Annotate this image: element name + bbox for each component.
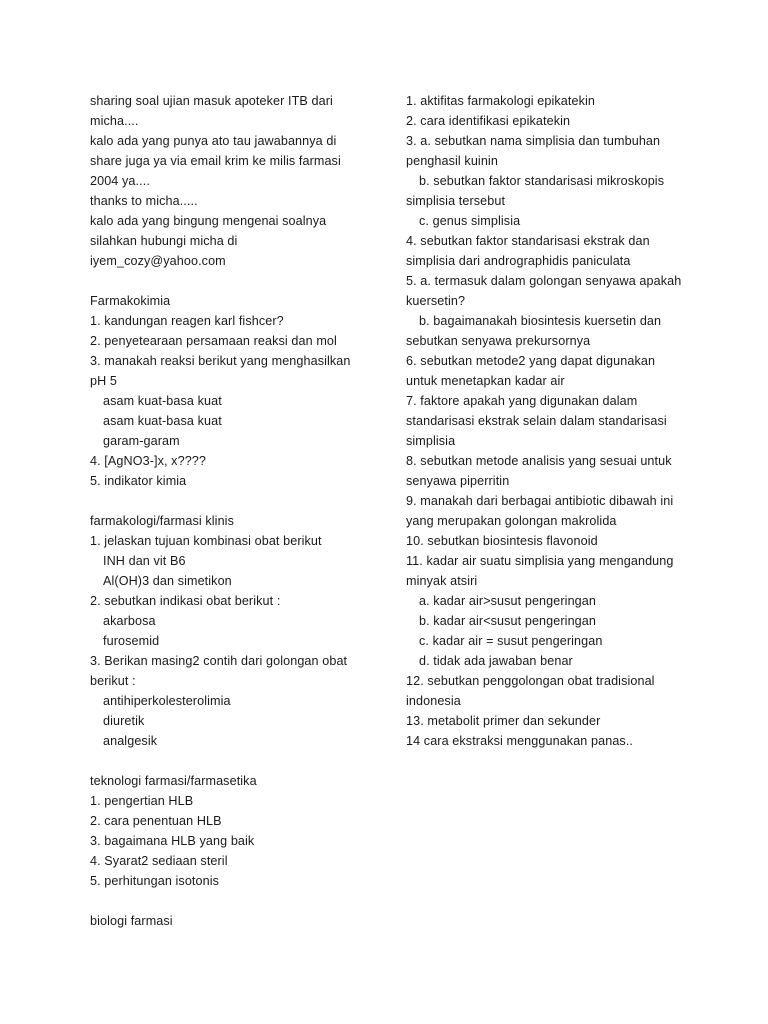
left-text-line: teknologi farmasi/farmasetika xyxy=(90,774,257,788)
right-text-line: minyak atsiri xyxy=(406,574,478,588)
left-text-line: pH 5 xyxy=(90,374,118,388)
left-text-line: kalo ada yang punya ato tau jawabannya di xyxy=(90,134,337,148)
right-text-line: 11. kadar air suatu simplisia yang mengandung xyxy=(406,554,674,568)
right-text-line: 3. a. sebutkan nama simplisia dan tumbuhan xyxy=(406,134,661,148)
left-text-line: farmakologi/farmasi klinis xyxy=(90,514,234,528)
left-text-line: 3. manakah reaksi berikut yang menghasilkan xyxy=(90,354,351,368)
left-text-line: 5. perhitungan isotonis xyxy=(90,874,220,888)
left-text-line: analgesik xyxy=(103,734,158,748)
right-text-line: 1. aktifitas farmakologi epikatekin xyxy=(406,94,595,108)
right-text-column xyxy=(406,91,706,751)
right-text-line: simplisia xyxy=(406,434,456,448)
left-text-line: 3. Berikan masing2 contih dari golongan obat xyxy=(90,654,348,668)
right-text-line: 5. a. termasuk dalam golongan senyawa apakah xyxy=(406,274,682,288)
right-text-line: yang merupakan golongan makrolida xyxy=(406,514,617,528)
left-text-line: iyem_cozy@yahoo.com xyxy=(90,254,226,268)
left-text-line: 5. indikator kimia xyxy=(90,474,187,488)
left-text-line: 2. penyetearaan persamaan reaksi dan mol xyxy=(90,334,337,348)
right-text-line: d. tidak ada jawaban benar xyxy=(419,654,573,668)
right-text-line: untuk menetapkan kadar air xyxy=(406,374,565,388)
right-text-line: simplisia tersebut xyxy=(406,194,506,208)
right-text-line: b. kadar air<susut pengeringan xyxy=(419,614,596,628)
left-text-line: silahkan hubungi micha di xyxy=(90,234,238,248)
left-text-line: 3. bagaimana HLB yang baik xyxy=(90,834,255,848)
right-text-line: sebutkan senyawa prekursornya xyxy=(406,334,591,348)
right-text-line: 6. sebutkan metode2 yang dapat digunakan xyxy=(406,354,656,368)
left-blank-line xyxy=(90,751,380,771)
left-text-column xyxy=(90,91,380,931)
left-text-line: kalo ada yang bingung mengenai soalnya xyxy=(90,214,327,228)
left-blank-line xyxy=(90,271,380,291)
left-text-line: 4. Syarat2 sediaan steril xyxy=(90,854,228,868)
left-text-line: furosemid xyxy=(103,634,160,648)
left-text-line: asam kuat-basa kuat xyxy=(103,394,222,408)
right-text-line: c. genus simplisia xyxy=(419,214,521,228)
left-text-line: asam kuat-basa kuat xyxy=(103,414,222,428)
left-text-line: Al(OH)3 dan simetikon xyxy=(103,574,232,588)
right-text-line: 8. sebutkan metode analisis yang sesuai untuk xyxy=(406,454,672,468)
left-blank-line xyxy=(90,491,380,511)
right-text-line: 7. faktore apakah yang digunakan dalam xyxy=(406,394,638,408)
left-text-line: share juga ya via email krim ke milis farmasi xyxy=(90,154,341,168)
left-text-line: garam-garam xyxy=(103,434,180,448)
right-text-line: c. kadar air = susut pengeringan xyxy=(419,634,603,648)
right-text-line: b. bagaimanakah biosintesis kuersetin dan xyxy=(419,314,662,328)
right-text-line: penghasil kuinin xyxy=(406,154,498,168)
right-text-line: 9. manakah dari berbagai antibiotic dibawah ini xyxy=(406,494,674,508)
right-text-line: 14 cara ekstraksi menggunakan panas.. xyxy=(406,734,634,748)
left-blank-line xyxy=(90,891,380,911)
right-text-line: senyawa piperritin xyxy=(406,474,510,488)
left-text-line: antihiperkolesterolimia xyxy=(103,694,231,708)
left-text-line: 2. sebutkan indikasi obat berikut : xyxy=(90,594,281,608)
left-text-line: diuretik xyxy=(103,714,145,728)
right-text-line: 4. sebutkan faktor standarisasi ekstrak dan xyxy=(406,234,650,248)
left-text-line: berikut : xyxy=(90,674,136,688)
left-text-line: micha.... xyxy=(90,114,139,128)
right-text-line: 10. sebutkan biosintesis flavonoid xyxy=(406,534,598,548)
left-text-line: akarbosa xyxy=(103,614,156,628)
right-text-line: simplisia dari andrographidis paniculata xyxy=(406,254,631,268)
right-text-line: 13. metabolit primer dan sekunder xyxy=(406,714,601,728)
left-text-line: 2004 ya.... xyxy=(90,174,150,188)
left-text-line: Farmakokimia xyxy=(90,294,171,308)
right-text-line: standarisasi ekstrak selain dalam standarisasi xyxy=(406,414,667,428)
left-text-line: 4. [AgNO3-]x, x???? xyxy=(90,454,206,468)
left-text-line: 2. cara penentuan HLB xyxy=(90,814,222,828)
right-text-line: a. kadar air>susut pengeringan xyxy=(419,594,596,608)
left-text-line: biologi farmasi xyxy=(90,914,173,928)
right-text-line: 12. sebutkan penggolongan obat tradisional xyxy=(406,674,655,688)
right-text-line: kuersetin? xyxy=(406,294,466,308)
right-text-line: indonesia xyxy=(406,694,461,708)
left-text-line: 1. pengertian HLB xyxy=(90,794,194,808)
left-text-line: sharing soal ujian masuk apoteker ITB dari xyxy=(90,94,333,108)
right-text-line: b. sebutkan faktor standarisasi mikroskopis xyxy=(419,174,665,188)
right-text-line: 2. cara identifikasi epikatekin xyxy=(406,114,571,128)
left-text-line: thanks to micha..... xyxy=(90,194,198,208)
left-text-line: 1. kandungan reagen karl fishcer? xyxy=(90,314,284,328)
left-text-line: 1. jelaskan tujuan kombinasi obat berikut xyxy=(90,534,322,548)
left-text-line: INH dan vit B6 xyxy=(103,554,186,568)
